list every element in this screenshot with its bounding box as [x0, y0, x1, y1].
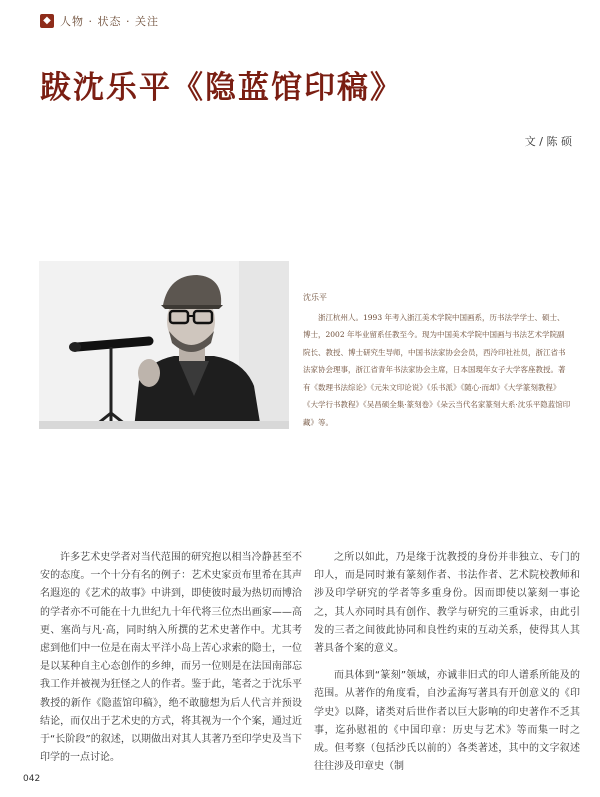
- body-column-left: [40, 549, 302, 776]
- paragraph: 而具体到“篆刻”领域，亦诚非旧式的印人谱系所能及的范围。从著作的角度看，自沙孟海写著具有开创意义的《印学史》以降，诸类对后世作者以巨大影响的印史著作不乏其事，迄孙慰祖的《中国印章：历史与艺术》等而集一时之成。但考察（包括沙氏以前的）各类著述，其中的文字叙述往往涉及印章史（制: [314, 670, 580, 773]
- portrait-illustration: [39, 261, 289, 429]
- section-logo-icon: ◆: [40, 14, 54, 28]
- body-column-right: [314, 549, 580, 785]
- bio-name: 沈乐平: [303, 293, 327, 302]
- paragraph: 许多艺术史学者对当代范围的研究抱以相当冷静甚至不安的态度。一个十分有名的例子：艺术史家贡布里希在其声名遐迩的《艺术的故事》中讲到，即使彼时最为热切而博洽的学者亦不可能在十九世纪九十年代将三位杰出画家——高更、塞尚与凡·高，同时纳入所撰的艺术史著作中。尤其考虑到他们中一位是在南太平洋小岛上苦心求索的隐士，一位是以某种自主心态创作的乡绅，而另一位则是在法国南部忘我工作并被视为狂怪之人的作者。鉴于此，笔者之于沈乐平教授的新作《隐蓝馆印稿》，绝不敢臆想为后人代言并预设结论，而仅出于艺术史的方式，将其视为一个个案，通过近于“长阶段”的叙述，以期做出对其人其著乃至印学史及当下印学的一点讨论。: [40, 552, 302, 764]
- article-author: 文 / 陈 硕: [524, 135, 572, 148]
- paragraph: 之所以如此，乃是缘于沈教授的身份并非独立、专门的印人，而是同时兼有篆刻作者、书法作者、艺术院校教师和涉及印学研究的学者等多重身份。因而即使以篆刻一事论之，其人亦同时具有创作、教学与研究的三重诉求，由此引发的三者之间彼此协同和良性约束的互动关系，使得其人其著具备个案的意义。: [314, 552, 580, 655]
- portrait-photo: [39, 261, 289, 429]
- author-bio: [303, 289, 571, 431]
- section-header: [40, 10, 159, 32]
- article-title: 跋沈乐平《隐蓝馆印稿》: [40, 70, 403, 106]
- bio-text: 浙江杭州人。1993 年考入浙江美术学院中国画系，历书法学学士、硕士、博士，2002 年毕业留系任教至今。现为中国美术学院中国画与书法艺术学院副院长、教授、博士研究生导师，中国书法家协会会员，西泠印社社员，浙江省书法家协会理事，浙江省青年书法家协会主席，日本国現年女子大学客座教授。著有《数理书法综论》《元朱文印论说》《乐书派》《随心·而却》《大学篆刻教程》《大学行书教程》《吴昌硕全集·篆刻卷》《朵云当代名家篆刻大系·沈乐平隐蓝馆印藏》等。: [303, 312, 571, 427]
- page-number: 042: [23, 774, 41, 784]
- section-label: 人物 · 状态 · 关注: [60, 15, 159, 28]
